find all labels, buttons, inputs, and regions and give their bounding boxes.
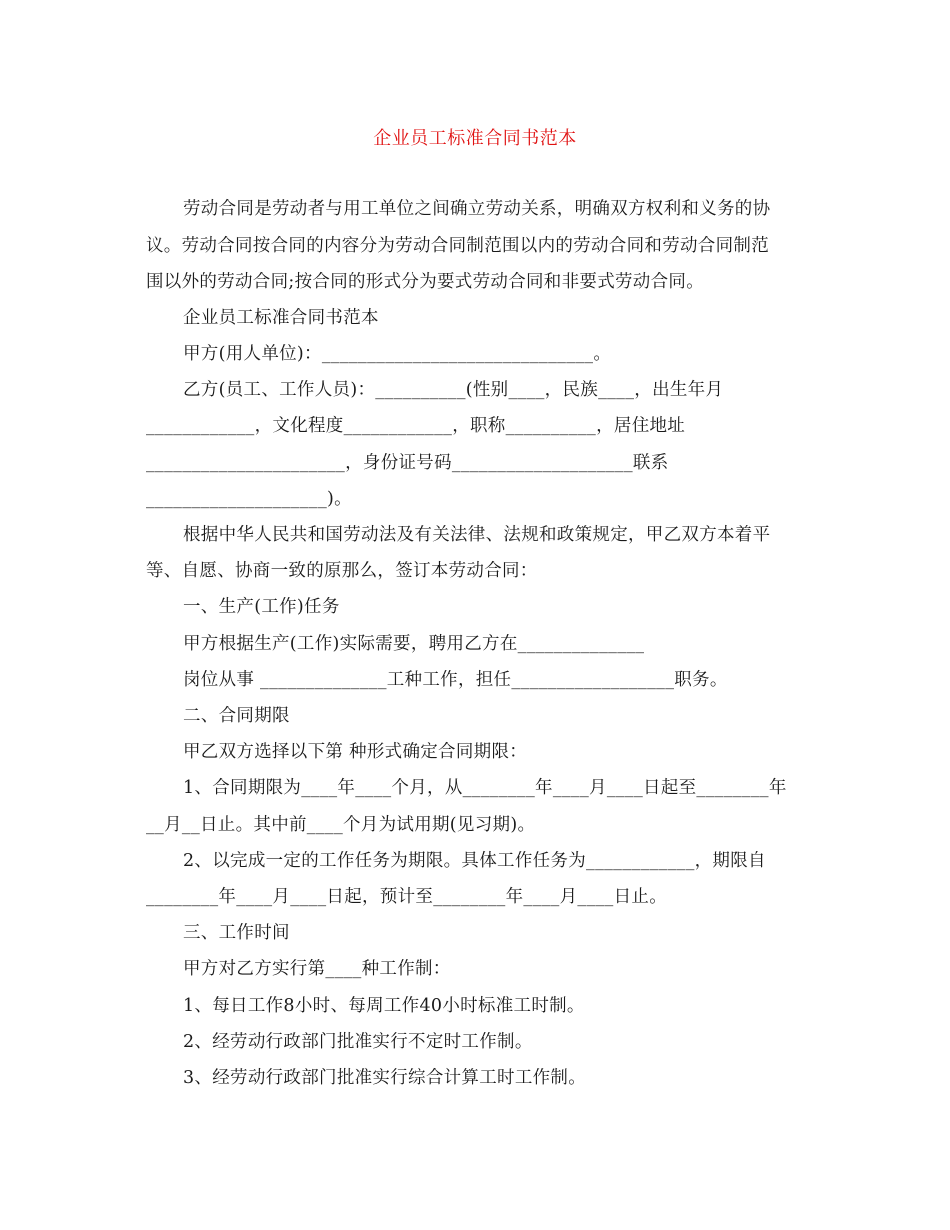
paragraph-line: 甲方(用人单位)：______________________________。: [183, 344, 612, 364]
paragraph-line: 岗位从事 ______________工种工作，担任__________________职务。: [183, 670, 728, 690]
section-heading: 三、工作时间: [183, 923, 290, 943]
paragraph-line: 1、每日工作8小时、每周工作40小时标准工时制。: [183, 996, 585, 1016]
section-heading: 一、生产(工作)任务: [183, 597, 340, 617]
paragraph-line: 1、合同期限为____年____个月，从________年____月____日起至________年: [183, 778, 787, 798]
paragraph-line: 议。劳动合同按合同的内容分为劳动合同制范围以内的劳动合同和劳动合同制范: [146, 236, 769, 256]
paragraph-line: ____________，文化程度____________，职称__________，居住地址: [146, 416, 686, 436]
paragraph-line: 乙方(员工、工作人员)：__________(性别____，民族____，出生年月: [183, 380, 724, 400]
paragraph-line: 2、经劳动行政部门批准实行不定时工作制。: [183, 1032, 533, 1052]
paragraph-line: 企业员工标准合同书范本: [183, 308, 379, 328]
paragraph-line: 甲方根据生产(工作)实际需要，聘用乙方在______________: [183, 634, 645, 654]
document-title: 企业员工标准合同书范本: [373, 128, 577, 149]
paragraph-line: ____________________)。: [146, 489, 352, 509]
paragraph-line: 3、经劳动行政部门批准实行综合计算工时工作制。: [183, 1068, 587, 1088]
paragraph-line: ______________________，身份证号码____________________联系: [146, 453, 669, 473]
paragraph-line: __月__日止。其中前____个月为试用期(见习期)。: [146, 815, 536, 835]
paragraph-line: 等、自愿、协商一致的原那么，签订本劳动合同：: [146, 561, 538, 581]
paragraph-line: 围以外的劳动合同;按合同的形式分为要式劳动合同和非要式劳动合同。: [146, 272, 704, 292]
paragraph-line: 2、以完成一定的工作任务为期限。具体工作任务为____________，期限自: [183, 851, 766, 871]
section-heading: 二、合同期限: [183, 706, 290, 726]
paragraph-line: ________年____月____日起，预计至________年____月____日止。: [146, 887, 667, 907]
paragraph-line: 根据中华人民共和国劳动法及有关法律、法规和政策规定，甲乙双方本着平: [183, 525, 771, 545]
paragraph-line: 甲乙双方选择以下第 种形式确定合同期限：: [183, 742, 528, 762]
paragraph-line: 甲方对乙方实行第____种工作制：: [183, 959, 451, 979]
paragraph-line: 劳动合同是劳动者与用工单位之间确立劳动关系，明确双方权利和义务的协: [183, 199, 771, 219]
